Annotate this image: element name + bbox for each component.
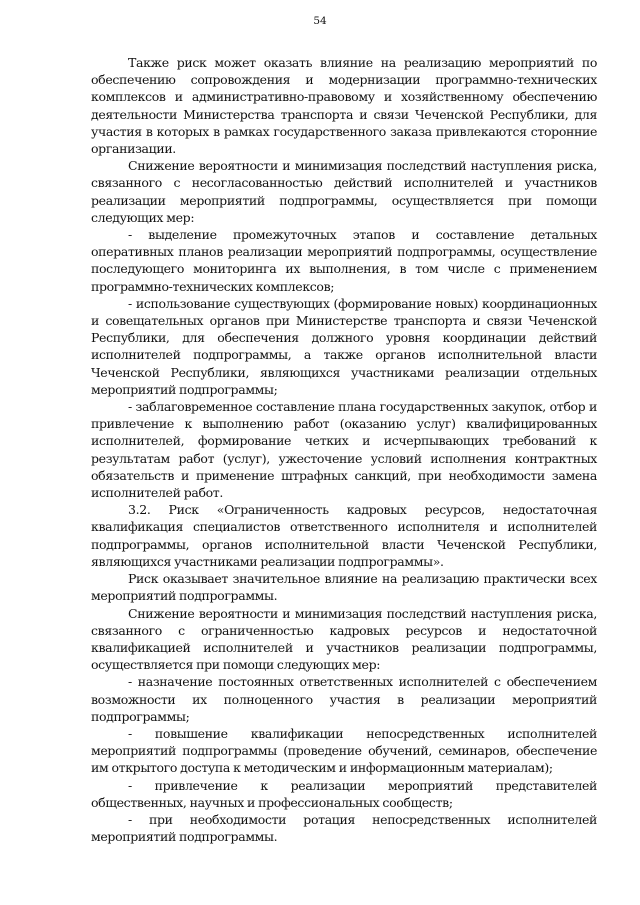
list-item-executor-rotation: - при необходимости ротация непосредственных исполнителей мероприятий подпрограммы. [91,811,597,845]
list-item-public-communities: - привлечение к реализации мероприятий представителей общественных, научных и профессиональных сообществ; [91,777,597,810]
paragraph-coordination-measures-intro: Снижение вероятности и минимизация последствий наступления риска, связанного с несогласованностью действий исполнителей и участников реализации мероприятий подпрограммы, осуществляется при помощи следующих мер: [91,158,597,225]
paragraph-risk-influence: Также риск может оказать влияние на реализацию мероприятий по обеспечению сопровождения и модернизации программно-технических комплексов и административно-правовому и хозяйственному обеспечению деятельности Министерства транспорта и связи Чеченской Республики, для участия в которых в рамках государственного заказа привлекаются сторонние организации. [91,55,597,157]
paragraph-risk-3-2-influence: Риск оказывает значительное влияние на реализацию практически всех мероприятий подпрограммы. [91,571,597,604]
list-item-intermediate-stages: - выделение промежуточных этапов и составление детальных оперативных планов реализации мероприятий подпрограммы, осуществление последующего мониторинга их выполнения, в том числе с применением программно-технических комплексов; [91,227,597,294]
list-item-coordination-bodies: - использование существующих (формирование новых) координационных и совещательных органов при Министерстве транспорта и связи Чеченской Республики, для обеспечения должного уровня координации действий исполнителей подпрограммы, а также органов исполнительной власти Чеченской Республики, являющихся участниками реализации отдельных мероприятий подпрограммы; [91,295,597,397]
paragraph-staffing-measures-intro: Снижение вероятности и минимизация последствий наступления риска, связанного с ограниченностью кадровых ресурсов и недостаточной квалификацией исполнителей и участников реализации подпрограммы, осуществляется при помощи следующих мер: [91,605,597,673]
document-body [91,54,597,845]
page-number: 54 [313,15,327,27]
paragraph-risk-3-2-title: 3.2. Риск «Ограниченность кадровых ресурсов, недостаточная квалификация специалистов ответственного исполнителя и исполнителей подпрограммы, органов исполнительной власти Чеченской Республики, являющихся участниками реализации подпрограммы». [91,502,597,569]
list-item-procurement-plan: - заблаговременное составление плана государственных закупок, отбор и привлечение к выполнению работ (оказанию услуг) квалифицированных исполнителей, формирование четких и исчерпывающих требований к результатам работ (услуг), ужесточение условий исполнения контрактных обязательств и применение штрафных санкций, при необходимости замена исполнителей работ. [91,399,597,501]
list-item-qualification-upgrade: - повышение квалификации непосредственных исполнителей мероприятий подпрограммы (проведение обучений, семинаров, обеспечение им открытого доступа к методическим и информационным материалам); [91,725,597,776]
list-item-permanent-executors: - назначение постоянных ответственных исполнителей с обеспечением возможности их полноценного участия в реализации мероприятий подпрограммы; [91,674,597,724]
